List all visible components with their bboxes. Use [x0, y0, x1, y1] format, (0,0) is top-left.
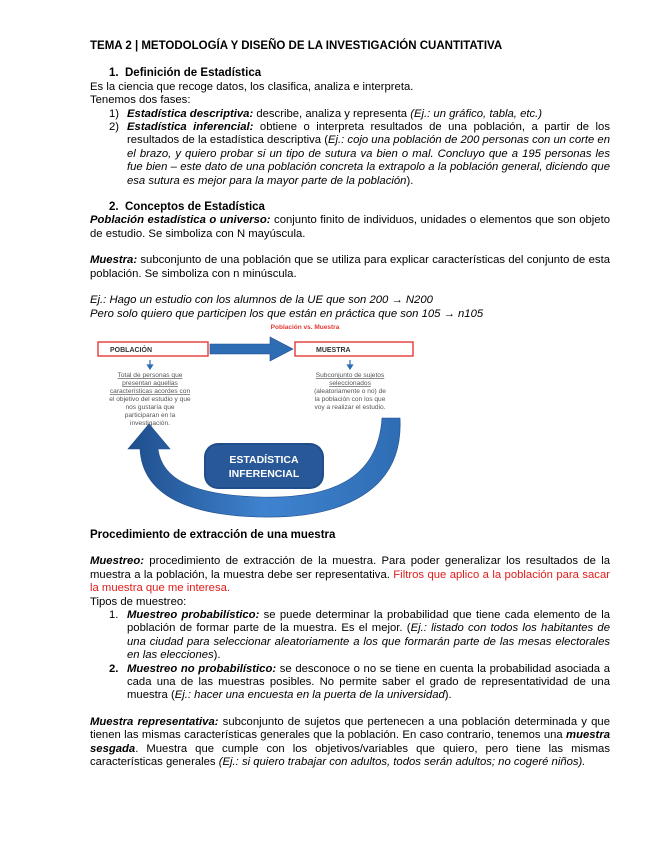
document-page: [90, 40, 610, 769]
diagram-title: Población vs. Muestra: [270, 323, 340, 331]
list-item: 2) Estadística inferencial: obtiene o interpreta resultados de una población, a partir de los resultados de la estadística descriptiva (Ej.: cojo una población de 200 personas con un corte en el brazo, y quiero probar si un tipo de sutura va bien o mal. Concluyo que a 195 personas les fue bien – este dato de una población concreta la extrapolo a la población general, diciendo que esa sutura es mejor para la mayor parte de la población).: [109, 121, 611, 187]
section-3-heading: Procedimiento de extracción de una muestra: [90, 528, 336, 541]
example-line-1: Ej.: Hago un estudio con los alumnos de la UE que son 200 → N200: [90, 294, 433, 307]
population-desc-line: investigación.: [130, 419, 170, 427]
sample-desc-line: Subconjunto de sujetos: [315, 371, 385, 379]
section-1-heading: 1. Definición de Estadística: [109, 67, 262, 80]
representative-sample-definition: Muestra representativa: subconjunto de sujetos que pertenecen a una población determinada y que tienen las mismas características generales que la población. En caso contrario, tenemos una muestra sesgada. Muestra que cumple con los objetivos/variables que quiero, pero tiene las mismas características generales (Ej.: si quiero trabajar con adultos, todos serán adultos; no cogeré niños).: [90, 715, 610, 768]
population-desc-line: presentan aquellas: [122, 379, 178, 387]
section-2-heading: 2. Conceptos de Estadística: [109, 201, 265, 214]
sampling-definition: Muestreo: procedimiento de extracción de la muestra. Para poder generalizar los resultados de la muestra a la población, la muestra debe ser representativa. Filtros que aplico a la población para sacar la muestra que me interesa.: [90, 555, 610, 595]
sampling-types-intro: Tipos de muestreo:: [90, 595, 187, 608]
list-item: 1) Estadística descriptiva: describe, analiza y representa (Ej.: un gráfico, tabla, etc.): [109, 107, 543, 120]
population-desc-line: el objetivo del estudio y que: [109, 395, 191, 403]
example-line-2: Pero solo quiero que participen los que están en práctica que son 105 → n105: [90, 307, 484, 320]
sample-label: MUESTRA: [316, 346, 351, 354]
population-desc-line: nos gustaría que: [125, 403, 175, 411]
list-item: 2. Muestreo no probabilístico: se desconoce o no se tiene en cuenta la probabilidad asociada a cada una de las muestras posibles. No permite saber el grado de representatividad de una muestra (Ej.: hacer una encuesta en la puerta de la universidad).: [109, 662, 610, 702]
small-down-arrow-icon: [348, 360, 353, 369]
right-arrow-icon: [210, 337, 293, 361]
sample-desc-line: la población con los que: [314, 395, 386, 403]
small-down-arrow-icon: [148, 360, 153, 369]
list-item: 1. Muestreo probabilístico: se puede determinar la probabilidad que tiene cada elemento de la población de formar parte de la muestra. Es el mejor. (Ej.: listado con todos los habitantes de una ciudad para seleccionar aleatoriamente a los que formarán parte de las mesas electorales en las elecciones).: [109, 608, 610, 662]
population-vs-sample-diagram: [92, 321, 532, 519]
sample-definition: Muestra: subconjunto de una población que se utiliza para explicar características del conjunto de esta población. Se simboliza con n minúscula.: [90, 254, 610, 280]
population-desc-line: participaran en la: [124, 411, 176, 419]
inferential-label-line: INFERENCIAL: [228, 467, 300, 480]
inferential-label-line: ESTADÍSTICA: [229, 453, 299, 466]
sample-desc-line: voy a realizar el estudio.: [314, 403, 386, 411]
population-definition: Población estadística o universo: conjunto finito de individuos, unidades o elementos que son objeto de estudio. Se simboliza con N mayúscula.: [90, 214, 610, 240]
population-label: POBLACIÓN: [110, 346, 152, 354]
sampling-types-list: [90, 609, 610, 703]
phases-intro: Tenemos dos fases:: [90, 94, 191, 107]
population-desc-line: características acordes con: [109, 387, 191, 395]
statistics-definition: Es la ciencia que recoge datos, los clasifica, analiza e interpreta.: [90, 80, 414, 93]
sample-desc-line: seleccionados: [329, 379, 371, 387]
phases-list: [90, 108, 610, 188]
sample-desc-line: (aleatoriamente o no) de: [314, 387, 386, 395]
population-desc-line: Total de personas que: [117, 371, 183, 379]
sample-box: [295, 342, 413, 356]
document-title: TEMA 2 | METODOLOGÍA Y DISEÑO DE LA INVESTIGACIÓN CUANTITATIVA: [90, 40, 503, 52]
